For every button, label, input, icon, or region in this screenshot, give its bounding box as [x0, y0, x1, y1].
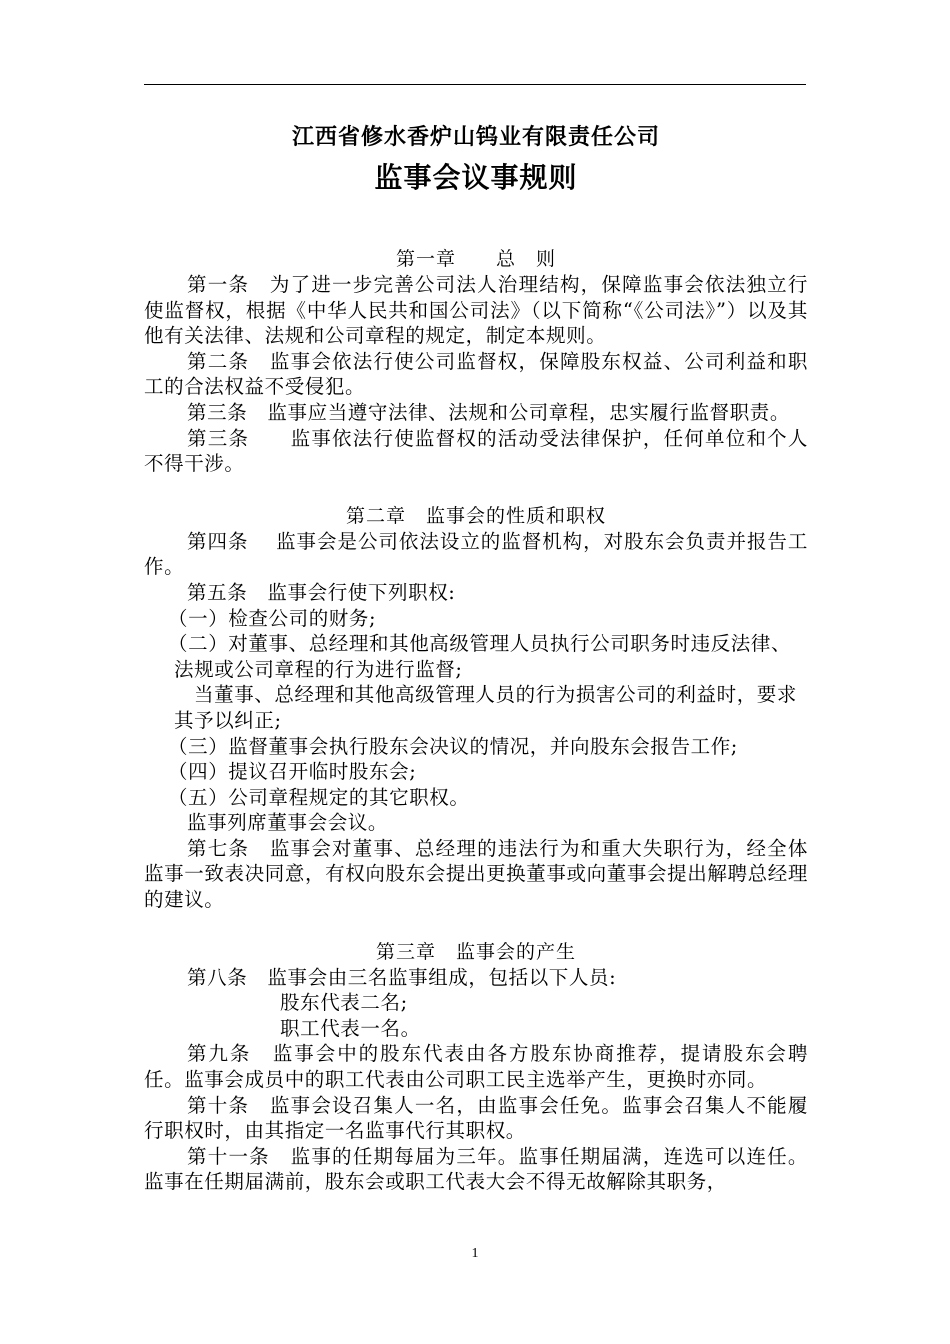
spacer: [144, 913, 808, 939]
chapter-2-heading: 第二章 监事会的性质和职权: [345, 504, 606, 527]
article-5-item-1: （一）检查公司的财务;: [168, 606, 377, 630]
document-body: [144, 118, 808, 1195]
organization-name: 江西省修水香炉山钨业有限责任公司: [291, 124, 660, 150]
article-8-line-1: 股东代表二名;: [280, 991, 408, 1015]
article-9: 第九条 监事会中的股东代表由各方股东协商推荐，提请股东会聘任。监事会成员中的职工代表由公司职工民主选举产生，更换时亦同。: [144, 1042, 808, 1092]
article-7: 第七条 监事会对董事、总经理的违法行为和重大失职行为，经全体监事一致表决同意，有权向股东会提出更换董事或向董事会提出解聘总经理的建议。: [144, 836, 808, 912]
article-5-item-5: （五）公司章程规定的其它职权。: [168, 785, 470, 809]
article-6: 监事列席董事会会议。: [187, 811, 389, 835]
article-10: 第十条 监事会设召集人一名，由监事会任免。监事会召集人不能履行职权时，由其指定一名监事代行其职权。: [144, 1093, 808, 1143]
article-8-line-2: 职工代表一名。: [280, 1016, 421, 1040]
article-3-repeat: 第三条 监事依法行使监督权的活动受法律保护，任何单位和个人不得干涉。: [144, 426, 808, 476]
chapter-1-heading: 第一章 总 则: [395, 248, 556, 270]
header-rule: [144, 84, 806, 85]
article-3: 第三条 监事应当遵守法律、法规和公司章程，忠实履行监督职责。: [187, 400, 791, 424]
spacer: [144, 198, 808, 246]
article-5-item-3: （三）监督董事会执行股东会决议的情况，并向股东会报告工作;: [168, 734, 738, 758]
article-2: 第二条 监事会依法行使公司监督权，保障股东权益、公司利益和职工的合法权益不受侵犯。: [144, 349, 808, 399]
article-11: 第十一条 监事的任期每届为三年。监事任期届满，连选可以连任。监事在任期届满前，股东会或职工代表大会不得无故解除其职务，: [144, 1144, 808, 1194]
article-1: 第一条 为了进一步完善公司法人治理结构，保障监事会依法独立行使监督权，根据《中华人民共和国公司法》（以下简称“《公司法》”）以及其他有关法律、法规和公司章程的规定，制定本规则。: [144, 273, 808, 348]
document-title: 监事会议事规则: [374, 161, 578, 194]
article-5-item-4: （四）提议召开临时股东会;: [168, 760, 417, 784]
chapter-3-heading: 第三章 监事会的产生: [375, 940, 576, 963]
spacer: [144, 477, 808, 503]
page-number: 1: [471, 1246, 479, 1261]
article-5: 第五条 监事会行使下列职权:: [187, 580, 456, 604]
article-8: 第八条 监事会由三名监事组成，包括以下人员:: [187, 965, 617, 989]
article-5-item-2-cont: 当董事、总经理和其他高级管理人员的行为损害公司的利益时，要求其予以纠正;: [174, 683, 798, 732]
article-5-item-2: （二）对董事、总经理和其他高级管理人员执行公司职务时违反法律、法规或公司章程的行为进行监督;: [168, 632, 792, 681]
article-4: 第四条 监事会是公司依法设立的监督机构，对股东会负责并报告工作。: [144, 529, 808, 579]
